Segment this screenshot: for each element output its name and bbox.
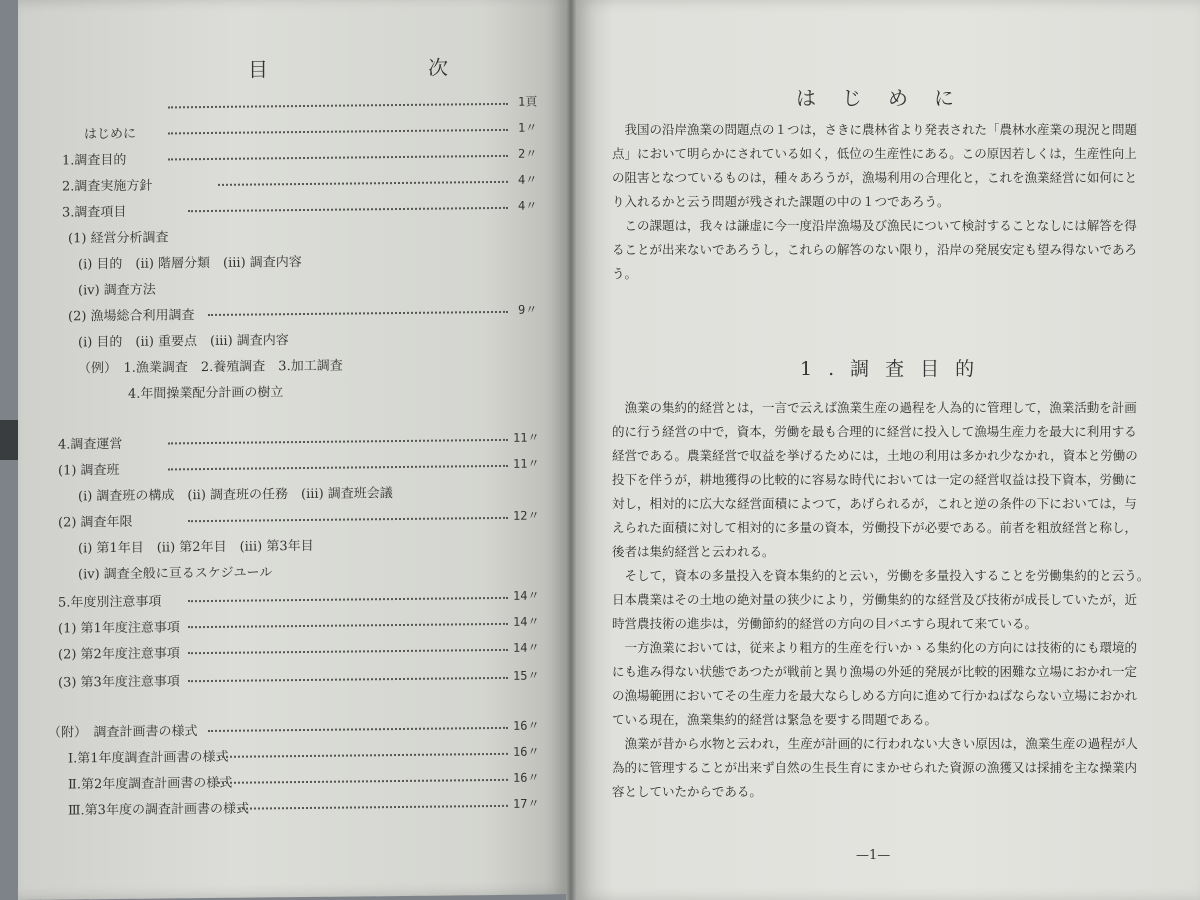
toc-entry-page: 2〃 bbox=[518, 146, 538, 161]
toc-entry-label: 4.調査運営 bbox=[58, 436, 123, 453]
toc-entry-page: 16〃 bbox=[513, 718, 540, 733]
toc-entry-page: 9〃 bbox=[518, 302, 538, 317]
toc-entry-label: (1) 調査班 bbox=[58, 462, 120, 479]
toc-leader-dots bbox=[218, 779, 508, 784]
text-line: 後者は集約経営と云われる。 bbox=[612, 544, 775, 559]
toc-entry-page: 15〃 bbox=[513, 668, 540, 683]
toc-entry-label: (iv) 調査全般に亘るスケジユール bbox=[78, 565, 273, 583]
text-line: ることが出来ないであろうし，これらの解答のない限り，沿岸の発展安定も望み得ないであろ bbox=[612, 242, 1138, 257]
toc-leader-dots bbox=[218, 753, 508, 758]
toc-entry-page: 14〃 bbox=[513, 614, 540, 629]
text-line: 時営農技術の進歩は，労働節約的経営の方向の目バエすら現れて来ている。 bbox=[612, 616, 1038, 631]
book-gutter bbox=[566, 0, 576, 900]
toc-entry-page: 11〃 bbox=[513, 456, 540, 471]
toc-entry-label: (i) 調査班の構成 (ii) 調査班の任務 (iii) 調査班会議 bbox=[78, 486, 393, 505]
toc-entry-label: (2) 調査年限 bbox=[58, 514, 133, 531]
toc-entry-page: 12〃 bbox=[513, 508, 540, 523]
toc-entry-label: 5.年度別注意事項 bbox=[58, 594, 162, 611]
text-line: 対し，相対的に広大な経営面積によつて，あげられるが，これと逆の条件の下においては，与 bbox=[612, 496, 1137, 511]
book-cover-edge bbox=[0, 420, 18, 460]
toc-entry-label: (iv) 調査方法 bbox=[78, 282, 156, 299]
toc-leader-dots bbox=[208, 727, 508, 732]
text-line: えられた面積に対して相対的に多量の資本，労働投下が必要である。前者を粗放経営と称し， bbox=[612, 520, 1138, 535]
toc-entry-label: 1.調査目的 bbox=[62, 152, 127, 169]
text-line: にも進み得ない状態であつたが戦前と異り漁場の外延的発展が比較的困難な立場におかれ一定 bbox=[612, 664, 1138, 679]
toc-entry-page: 11〃 bbox=[513, 430, 540, 445]
toc-entry-page: 1〃 bbox=[518, 120, 538, 135]
toc-leader-dots bbox=[188, 207, 508, 212]
toc-leader-dots bbox=[208, 311, 508, 316]
toc-leader-dots bbox=[168, 129, 508, 135]
toc-entry-label: 3.調査項目 bbox=[62, 204, 127, 221]
toc-entry-label: (1) 第1年度注意事項 bbox=[58, 620, 180, 637]
toc-leader-dots bbox=[168, 155, 508, 161]
toc-entry-label: (3) 第3年度注意事項 bbox=[58, 674, 180, 691]
toc-entry-page: 14〃 bbox=[513, 640, 540, 655]
text-line: 一方漁業においては，従来より粗方的生産を行いかゝる集約化の方向には技術的にも環境的 bbox=[612, 640, 1138, 655]
intro-paragraphs bbox=[612, 118, 1172, 286]
toc-entry-page: 1頁 bbox=[518, 94, 538, 109]
text-line: の漁場範囲においてその生産力を最大ならしめる方向に進めて行かねばならない立場におかれ bbox=[612, 688, 1138, 703]
toc-entry-label: (1) 経営分析調査 bbox=[68, 230, 169, 247]
toc-entry-label: Ⅰ.第1年度調査計画書の様式 bbox=[68, 749, 229, 767]
toc-entry-label: (i) 目的 (ii) 階層分類 (iii) 調査内容 bbox=[78, 255, 302, 273]
toc-leader-dots bbox=[168, 103, 508, 109]
text-line: 的に行う経営の中で，資本，労働を最も合理的に経営に投入して漁場生産力を最大に利用する bbox=[612, 424, 1137, 439]
text-line: 日本農業はその土地の絶対量の狭少により，労働集約的な経営及び技術が成長していたが，近 bbox=[612, 592, 1138, 607]
toc-leader-dots bbox=[218, 181, 508, 186]
toc-title: 目 次 bbox=[248, 54, 518, 82]
section-heading: 1.調査目的 bbox=[800, 358, 991, 380]
text-line: そして，資本の多量投入を資本集約的と云い，労働を多量投入することを労働集約的と云う。 bbox=[612, 568, 1150, 583]
toc-leader-dots bbox=[188, 517, 508, 522]
toc-entry-label: (2) 漁場総合利用調査 bbox=[68, 308, 195, 325]
text-line: 投下を伴うが，耕地獲得の比較的に容易な時代においては一定の経営収益は投下資本，労働に bbox=[612, 472, 1138, 487]
toc-leader-dots bbox=[188, 597, 508, 602]
toc-entry-page: 16〃 bbox=[513, 744, 540, 759]
toc-entry-label: （例） 1.漁業調査 2.養殖調査 3.加工調査 bbox=[78, 358, 343, 377]
text-line: ている現在，漁業集約的経営は緊急を要する問題である。 bbox=[612, 712, 938, 727]
left-page bbox=[18, 0, 566, 900]
text-line: り入れるかと云う問題が残された課題の中の１つであろう。 bbox=[612, 194, 950, 209]
toc-entry-label: (2) 第2年度注意事項 bbox=[58, 646, 180, 663]
text-line: 容としていたからである。 bbox=[612, 784, 762, 799]
toc-leader-dots bbox=[188, 623, 508, 628]
page-number: —1— bbox=[856, 848, 891, 863]
text-line: の阻害となつているものは，種々あろうが，漁場利用の合理化と，これを漁業経営に如何にと bbox=[612, 170, 1138, 185]
toc-leader-dots bbox=[168, 465, 508, 471]
toc-leader-dots bbox=[188, 649, 508, 654]
text-line: 為的に管理することが出来ず自然の生長生育にまかせられた資源の漁獲又は採捕を主な操業内 bbox=[612, 760, 1138, 775]
toc-entry-label: (i) 第1年目 (ii) 第2年目 (iii) 第3年目 bbox=[78, 538, 314, 557]
toc-entry-page: 17〃 bbox=[513, 796, 540, 811]
toc-entry-page: 16〃 bbox=[513, 770, 540, 785]
toc-entry-page: 14〃 bbox=[513, 588, 540, 603]
toc-entry-label: はじめに bbox=[84, 126, 137, 143]
toc-entry-label: Ⅱ.第2年度調査計画書の様式 bbox=[68, 775, 233, 793]
text-line: 漁業の集約的経営とは，一言で云えば漁業生産の過程を人為的に管理して，漁業活動を計画 bbox=[612, 400, 1137, 415]
text-line: 漁業が昔から水物と云われ，生産が計画的に行われない大きい原因は，漁業生産の過程が人 bbox=[612, 736, 1138, 751]
toc-entry-label: 2.調査実施方針 bbox=[62, 178, 153, 195]
toc-leader-dots bbox=[238, 805, 508, 810]
toc-leader-dots bbox=[188, 677, 508, 682]
text-line: う。 bbox=[612, 266, 638, 281]
body-paragraphs bbox=[612, 396, 1172, 804]
text-line: 経営である。農業経営で収益を挙げるためには，土地の利用は多かれ少なかれ，資本と労働の bbox=[612, 448, 1138, 463]
toc-entry-label: （附） 調査計画書の様式 bbox=[48, 724, 198, 741]
toc-entry-page: 4〃 bbox=[518, 172, 538, 187]
toc-leader-dots bbox=[168, 439, 508, 445]
toc-entry-label: Ⅲ.第3年度の調査計画書の様式 bbox=[68, 801, 249, 819]
text-line: 点」において明らかにされている如く，低位の生産性にある。この原因若しくは，生産性向上 bbox=[612, 146, 1137, 161]
toc-entry-page: 4〃 bbox=[518, 198, 538, 213]
text-line: この課題は，我々は謙虚に今一度沿岸漁場及び漁民について検討することなしには解答を得 bbox=[612, 218, 1137, 233]
text-line: 我国の沿岸漁業の問題点の１つは，さきに農林省より発表された「農林水産業の現況と問題 bbox=[612, 122, 1138, 137]
toc-entry-label: (i) 目的 (ii) 重要点 (iii) 調査内容 bbox=[78, 333, 289, 351]
toc-entry-label: 4.年間操業配分計画の樹立 bbox=[128, 385, 284, 402]
intro-title: はじめに bbox=[796, 86, 980, 110]
